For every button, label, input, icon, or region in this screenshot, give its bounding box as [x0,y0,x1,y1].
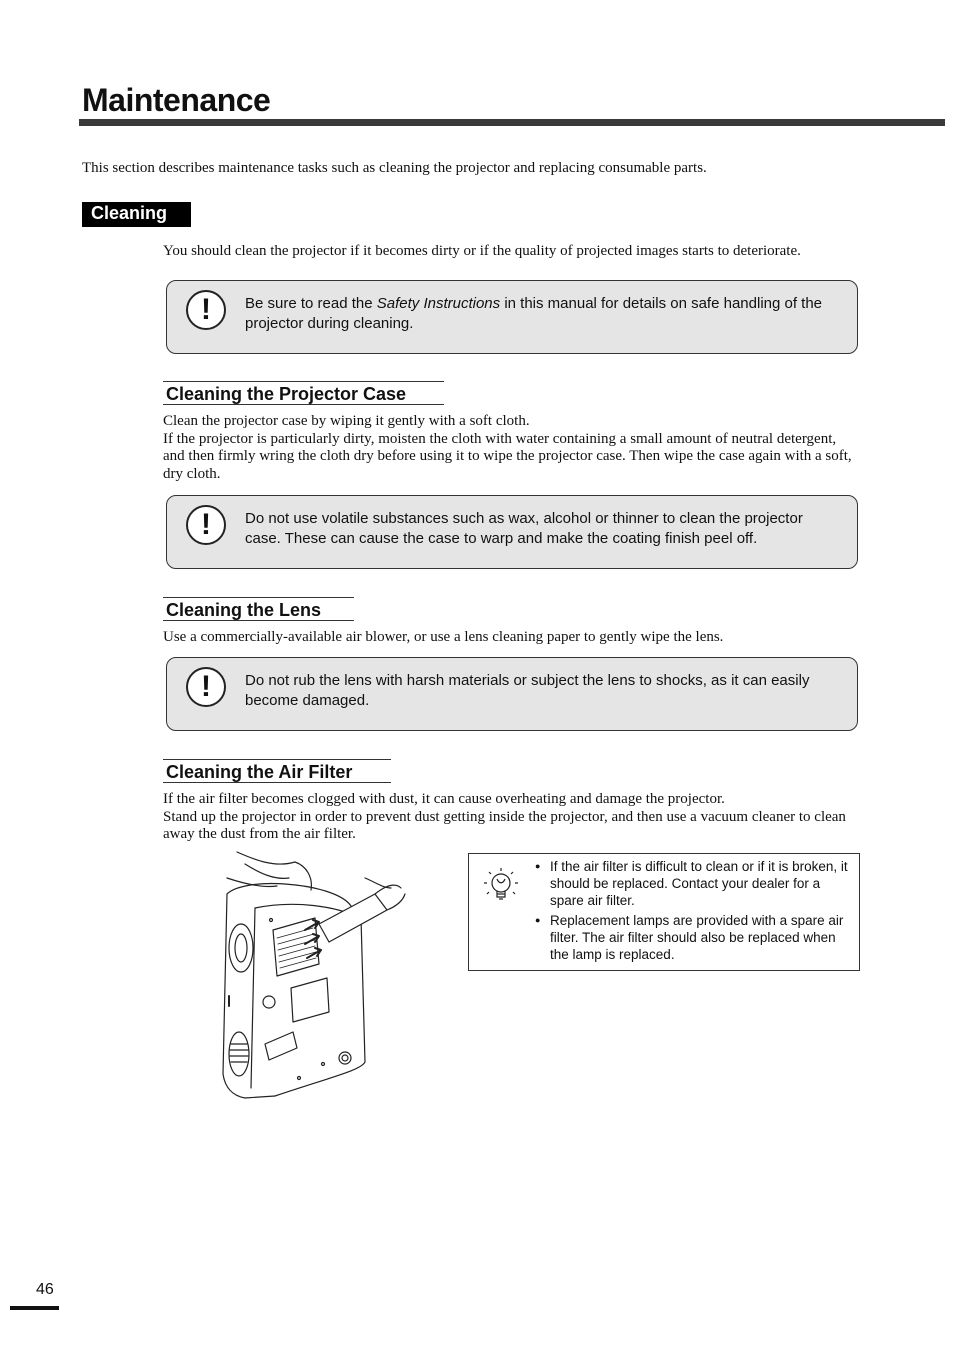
lens-body: Use a commercially-available air blower, or use a lens cleaning paper to gently wipe the lens. [163,629,724,645]
projector-case-line-2: If the projector is particularly dirty, moisten the cloth with water containing a small amount of neutral detergent, and then firmly wring the cloth dry before using it to wipe the projector case. Then wipe the case again with a soft, dry cloth. [163,430,852,482]
tip-item: ● Replacement lamps are provided with a spare air filter. The air filter should also be replaced when the lamp is replaced. [535,912,851,963]
case-caution-text: Do not use volatile substances such as wax, alcohol or thinner to clean the projector case. These can cause the case to warp and make the coating finish peel off. [245,510,803,547]
exclamation-icon: ! [186,667,226,707]
heading-projector-case: Cleaning the Projector Case [163,381,444,405]
exclamation-icon: ! [186,505,226,545]
lens-caution-text: Do not rub the lens with harsh materials or subject the lens to shocks, as it can easily become damaged. [245,672,810,709]
title-rule [79,119,945,126]
projector-case-line-1: Clean the projector case by wiping it gently with a soft cloth. [163,413,530,429]
page-title: Maintenance [82,82,271,118]
cleaning-intro: You should clean the projector if it becomes dirty or if the quality of projected images starts to deteriorate. [163,243,801,259]
heading-lens: Cleaning the Lens [163,597,354,621]
projector-case-body [163,413,858,483]
section-tab-cleaning: Cleaning [82,202,191,227]
safety-instructions-link-text: Safety Instructions [376,295,501,312]
safety-caution-text: Be sure to read the Safety Instructions in this manual for details on safe handling of the projector during cleaning. [245,295,823,332]
heading-air-filter: Cleaning the Air Filter [163,759,391,783]
page-number: 46 [36,1281,54,1298]
safety-caution-box [166,280,858,354]
exclamation-icon: ! [186,290,226,330]
tip-list [535,858,851,966]
air-filter-line-2: Stand up the projector in order to prevent dust getting inside the projector, and then use a vacuum cleaner to clean away the dust from the air filter. [163,808,846,842]
page-intro: This section describes maintenance tasks such as cleaning the projector and replacing consumable parts. [82,160,707,176]
projector-vacuum-illustration [215,848,410,1103]
air-filter-body [163,791,861,844]
air-filter-line-1: If the air filter becomes clogged with dust, it can cause overheating and damage the projector. [163,791,725,807]
case-caution-box [166,495,858,569]
lens-caution-box [166,657,858,731]
tip-box [468,853,860,971]
lightbulb-icon [479,864,523,908]
tip-item: ● If the air filter is difficult to clean or if it is broken, it should be replaced. Contact your dealer for a spare air filter. [535,858,851,909]
page-number-rule [10,1306,59,1310]
